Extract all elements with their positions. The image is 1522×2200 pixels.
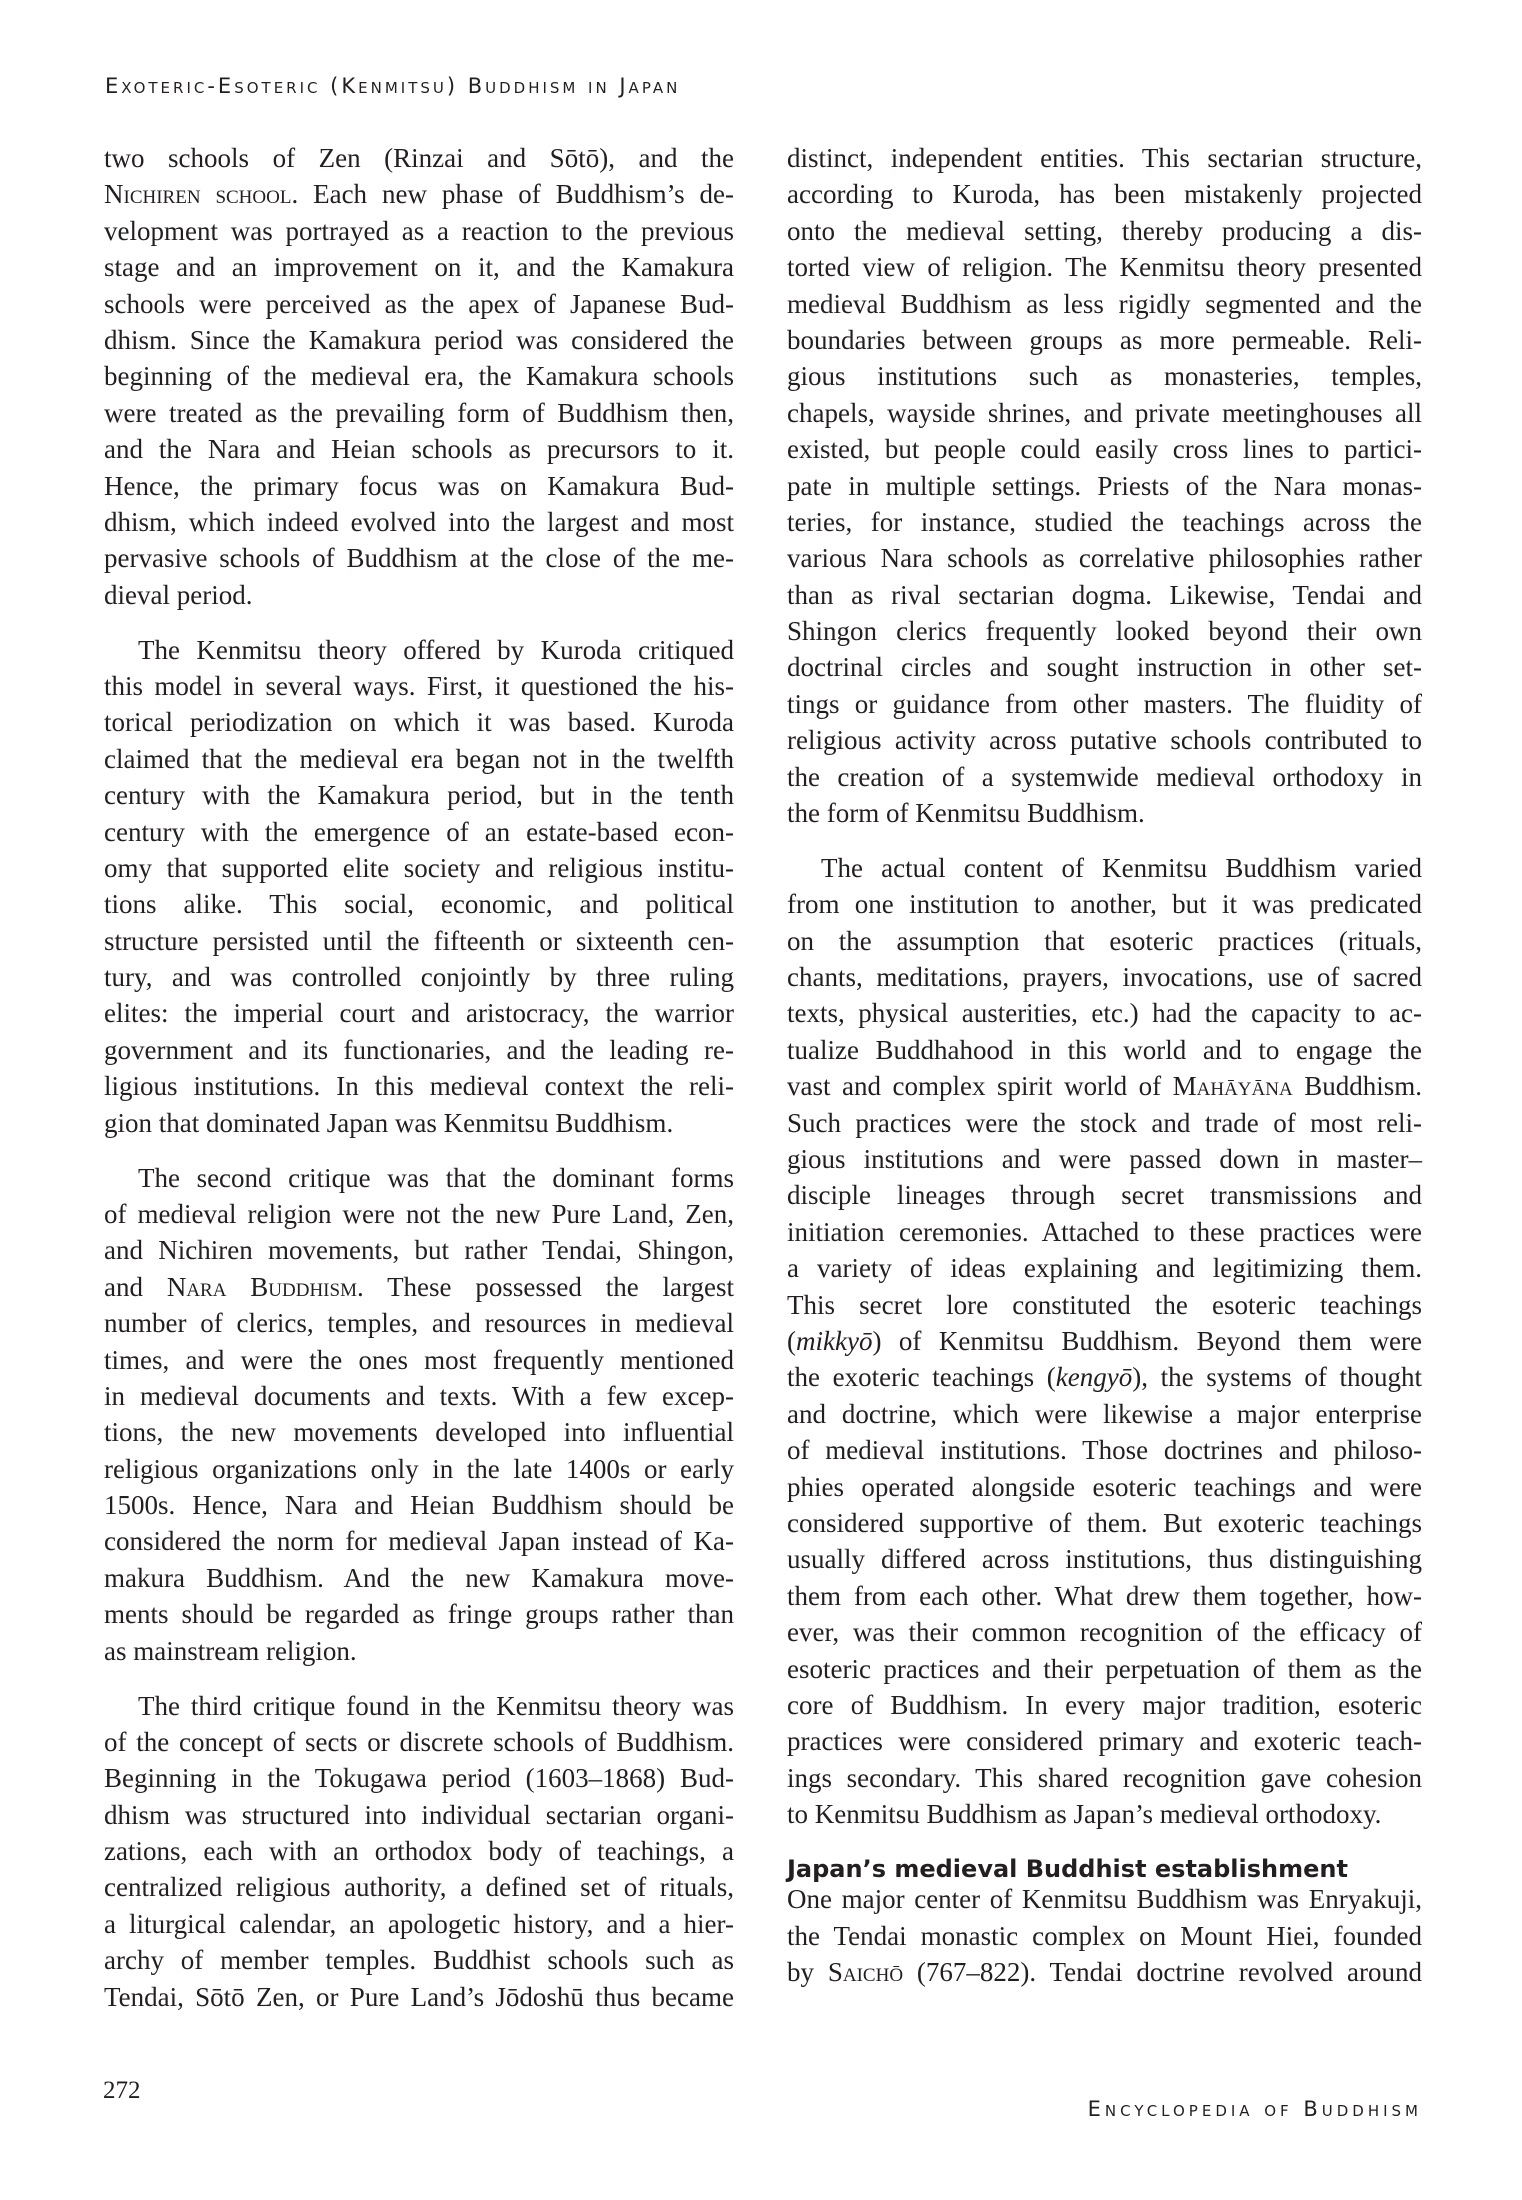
text-line: dhism, which indeed evolved into the largest and most	[104, 506, 734, 537]
text-line: the Tendai monastic complex on Mount Hiei, founded	[787, 1920, 1422, 1951]
cross-reference-link[interactable]: Saichō	[827, 1957, 904, 1988]
text-line: Nichiren school. Each new phase of Buddhism’s de-	[104, 179, 734, 210]
text-line: schools were perceived as the apex of Japanese Bud-	[104, 288, 734, 319]
text-line: archy of member temples. Buddhist schools such as	[104, 1945, 734, 1976]
text-line: phies operated alongside esoteric teachings and were	[787, 1471, 1422, 1502]
text-line: claimed that the medieval era began not in the twelfth	[104, 743, 734, 774]
paragraph	[104, 1688, 734, 2016]
cross-reference-link[interactable]: Nara Buddhism	[166, 1271, 357, 1302]
running-foot: Encyclopedia of Buddhism	[1087, 2097, 1422, 2121]
text-line: 1500s. Hence, Nara and Heian Buddhism should be	[104, 1490, 734, 1521]
text-line: two schools of Zen (Rinzai and Sōtō), and the	[104, 143, 734, 173]
text-line: the creation of a systemwide medieval orthodoxy in	[787, 761, 1422, 792]
text-line: ings secondary. This shared recognition gave cohesion	[787, 1762, 1422, 1793]
text-line: omy that supported elite society and religious institu-	[104, 852, 734, 883]
text-line: were treated as the prevailing form of Buddhism then,	[104, 397, 734, 428]
text-line: (mikkyō) of Kenmitsu Buddhism. Beyond them were	[787, 1326, 1422, 1356]
cross-reference-link[interactable]: Nichiren school	[104, 179, 292, 210]
text-line: ments should be regarded as fringe groups rather than	[104, 1599, 734, 1630]
text-line: The second critique was that the dominant forms	[138, 1162, 734, 1193]
text-line: disciple lineages through secret transmissions and	[787, 1180, 1422, 1211]
text-line: ligious institutions. In this medieval context the reli-	[104, 1071, 734, 1102]
text-line: tions alike. This social, economic, and political	[104, 889, 734, 920]
text-line: velopment was portrayed as a reaction to the previous	[104, 215, 734, 246]
text-line: teries, for instance, studied the teachings across the	[787, 506, 1422, 537]
text-line: core of Buddhism. In every major tradition, esoteric	[787, 1689, 1422, 1720]
text-line: Such practices were the stock and trade of most reli-	[787, 1107, 1422, 1138]
text-line: Shingon clerics frequently looked beyond their own	[787, 616, 1422, 647]
text-line: dieval period.	[104, 579, 253, 610]
text-line: religious organizations only in the late 1400s or early	[104, 1453, 734, 1484]
text-line: vast and complex spirit world of Mahāyāna Buddhism.	[787, 1071, 1422, 1102]
text-line: The Kenmitsu theory offered by Kuroda critiqued	[138, 634, 734, 665]
text-line: and Nara Buddhism. These possessed the largest	[104, 1271, 735, 1302]
text-line: usually differed across institutions, thus distinguishing	[787, 1544, 1422, 1575]
text-line: Tendai, Sōtō Zen, or Pure Land’s Jōdoshū thus became	[104, 1981, 734, 2012]
text-line: stage and an improvement on it, and the Kamakura	[104, 252, 734, 283]
italic-term: kengyō	[1055, 1362, 1133, 1393]
text-line: texts, physical austerities, etc.) had the capacity to ac-	[787, 998, 1422, 1029]
text-line: than as rival sectarian dogma. Likewise, Tendai and	[787, 579, 1422, 610]
text-line: tury, and was controlled conjointly by three ruling	[104, 962, 734, 993]
text-line: elites: the imperial court and aristocracy, the warrior	[104, 998, 734, 1029]
text-line: them from each other. What drew them together, how-	[787, 1580, 1422, 1611]
paragraph	[104, 1160, 734, 1669]
text-line: Hence, the primary focus was on Kamakura Bud-	[104, 470, 734, 501]
text-line: distinct, independent entities. This sectarian structure,	[787, 143, 1422, 173]
page-number: 272	[103, 2077, 141, 2104]
text-line: esoteric practices and their perpetuation of them as the	[787, 1653, 1422, 1684]
text-line: torical periodization on which it was based. Kuroda	[104, 707, 734, 738]
text-line: gious institutions such as monasteries, temples,	[787, 361, 1422, 392]
text-line: to Kenmitsu Buddhism as Japan’s medieval orthodoxy.	[787, 1799, 1382, 1830]
text-line: century with the Kamakura period, but in the tenth	[104, 780, 734, 811]
text-line: pate in multiple settings. Priests of the Nara monas-	[787, 470, 1422, 501]
text-line: number of clerics, temples, and resources in medieval	[104, 1308, 734, 1339]
text-line: according to Kuroda, has been mistakenly projected	[787, 179, 1422, 210]
text-line: various Nara schools as correlative philosophies rather	[787, 543, 1422, 574]
text-line: tions, the new movements developed into influential	[104, 1417, 734, 1448]
text-line: times, and were the ones most frequently mentioned	[104, 1344, 734, 1375]
text-line: century with the emergence of an estate-based econ-	[104, 816, 734, 847]
text-line: One major center of Kenmitsu Buddhism was Enryakuji,	[787, 1884, 1422, 1915]
text-line: a variety of ideas explaining and legitimizing them.	[787, 1253, 1422, 1284]
section-heading: Japan’s medieval Buddhist establishment	[787, 1854, 1348, 1883]
text-line: The actual content of Kenmitsu Buddhism varied	[821, 852, 1422, 883]
cross-reference-link[interactable]: Mahāyāna	[1172, 1071, 1293, 1102]
text-line: boundaries between groups as more permeable. Reli-	[787, 324, 1422, 355]
right-column	[787, 140, 1422, 2009]
text-line: medieval Buddhism as less rigidly segmented and the	[787, 288, 1422, 319]
text-line: structure persisted until the fifteenth or sixteenth cen-	[104, 925, 734, 956]
text-line: from one institution to another, but it was predicated	[787, 889, 1422, 920]
text-line: of medieval religion were not the new Pure Land, Zen,	[104, 1198, 734, 1229]
text-line: doctrinal circles and sought instruction in other set-	[787, 652, 1422, 683]
text-line: and doctrine, which were likewise a major enterprise	[787, 1398, 1422, 1429]
text-line: initiation ceremonies. Attached to these practices were	[787, 1216, 1422, 1247]
italic-term: mikkyō	[796, 1326, 873, 1356]
text-line: considered the norm for medieval Japan instead of Ka-	[104, 1526, 734, 1557]
text-line: the form of Kenmitsu Buddhism.	[787, 798, 1145, 829]
text-line: torted view of religion. The Kenmitsu theory presented	[787, 252, 1422, 283]
text-line: on the assumption that esoteric practices (rituals,	[787, 925, 1422, 956]
paragraph	[104, 632, 734, 1141]
text-line: gion that dominated Japan was Kenmitsu Buddhism.	[104, 1107, 674, 1138]
paragraph	[787, 140, 1422, 831]
text-line: and Nichiren movements, but rather Tendai, Shingon,	[104, 1235, 734, 1266]
text-line: ever, was their common recognition of the efficacy of	[787, 1617, 1422, 1648]
text-line: zations, each with an orthodox body of teachings, a	[104, 1836, 734, 1867]
text-line: gious institutions and were passed down in master–	[787, 1144, 1422, 1175]
text-line: dhism. Since the Kamakura period was considered the	[104, 324, 734, 355]
text-line: pervasive schools of Buddhism at the close of the me-	[104, 543, 734, 574]
text-line: tings or guidance from other masters. The fluidity of	[787, 688, 1422, 719]
text-line: government and its functionaries, and the leading re-	[104, 1034, 734, 1065]
text-line: chapels, wayside shrines, and private meetinghouses all	[787, 397, 1422, 428]
text-line: a liturgical calendar, an apologetic history, and a hier-	[104, 1908, 734, 1939]
section-paragraph	[787, 1881, 1422, 1990]
running-head: Exoteric-Esoteric (Kenmitsu) Buddhism in Japan	[105, 74, 681, 98]
left-column	[104, 140, 734, 2034]
text-line: Beginning in the Tokugawa period (1603–1868) Bud-	[104, 1763, 734, 1794]
text-line: The third critique found in the Kenmitsu theory was	[138, 1690, 734, 1721]
text-line: religious activity across putative schools contributed to	[787, 725, 1422, 756]
text-line: the exoteric teachings (kengyō), the systems of thought	[787, 1362, 1422, 1393]
text-line: as mainstream religion.	[104, 1635, 357, 1666]
text-line: This secret lore constituted the esoteric teachings	[787, 1289, 1422, 1320]
text-line: this model in several ways. First, it questioned the his-	[104, 670, 734, 701]
text-line: considered supportive of them. But exoteric teachings	[787, 1507, 1422, 1538]
text-line: onto the medieval setting, thereby producing a dis-	[787, 215, 1422, 246]
text-line: makura Buddhism. And the new Kamakura move-	[104, 1562, 734, 1593]
text-line: in medieval documents and texts. With a few excep-	[104, 1380, 734, 1411]
text-line: of the concept of sects or discrete schools of Buddhism.	[104, 1726, 734, 1757]
paragraph	[104, 140, 734, 613]
text-line: by Saichō (767–822). Tendai doctrine revolved around	[787, 1957, 1423, 1988]
text-line: centralized religious authority, a defined set of rituals,	[104, 1872, 734, 1903]
text-line: chants, meditations, prayers, invocations, use of sacred	[787, 962, 1422, 993]
text-line: tualize Buddhahood in this world and to engage the	[787, 1034, 1422, 1065]
text-line: practices were considered primary and exoteric teach-	[787, 1726, 1422, 1757]
text-line: and the Nara and Heian schools as precursors to it.	[104, 434, 734, 465]
text-line: dhism was structured into individual sectarian organi-	[104, 1799, 734, 1830]
text-line: beginning of the medieval era, the Kamakura schools	[104, 361, 734, 392]
text-line: existed, but people could easily cross lines to partici-	[787, 434, 1422, 465]
paragraph	[787, 850, 1422, 1833]
text-line: of medieval institutions. Those doctrines and philoso-	[787, 1435, 1422, 1466]
